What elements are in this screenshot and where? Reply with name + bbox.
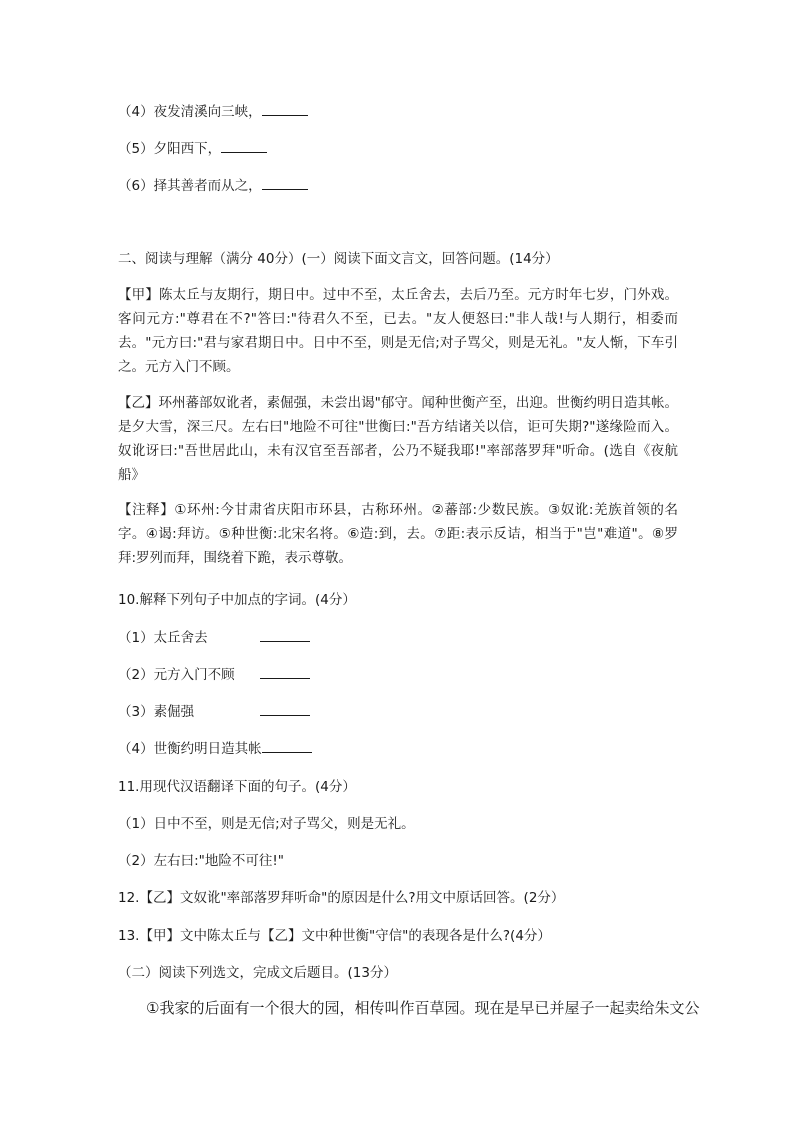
q11-item-2: （2）左右曰:"地险不可往!" <box>118 853 284 869</box>
part2-header: （二）阅读下列选文，完成文后题目。(13分） <box>118 965 397 981</box>
fill-item-4: （4）夜发清溪向三峡， <box>118 100 308 120</box>
question-13: 13.【甲】文中陈太丘与【乙】文中种世衡"守信"的表现各是什么?(4分） <box>118 928 551 944</box>
part2-first-line: ①我家的后面有一个很大的园，相传叫作百草园。现在是早已并屋子一起卖给朱文公 <box>146 999 700 1017</box>
answer-blank[interactable] <box>262 177 308 190</box>
fill-item-5: （5）夕阳西下， <box>118 137 267 157</box>
q10-item-4: （4）世衡约明日造其帐 <box>118 737 312 757</box>
passage-jia: 【甲】陈太丘与友期行，期日中。过中不至，太丘舍去，去后乃至。元方时年七岁，门外戏。客问元方:"尊君在不?"答曰:"待君久不至，已去。"友人便怒曰:"非人哉!与人期行，相委而去。"元方曰:"君与家君期日中。日中不至，则是无信;对子骂父，则是无礼。"友人惭，下车引之。元方入门不顾。 <box>118 287 678 375</box>
annotation-notes: 【注释】①环州:今甘肃省庆阳市环县，古称环州。②蕃部:少数民族。③奴讹:羌族首领的名字。④谒:拜访。⑤种世衡:北宋名将。⑥造:到，去。⑦距:表示反诘，相当于"岂"难道"。⑧罗拜:罗列而拜，围绕着下跪，表示尊敬。 <box>118 502 678 566</box>
fill-item-6: （6）择其善者而从之， <box>118 174 308 194</box>
answer-blank[interactable] <box>260 703 310 716</box>
answer-blank[interactable] <box>221 140 267 153</box>
question-10: 10.解释下列句子中加点的字词。(4分） <box>118 592 356 608</box>
passage-yi: 【乙】环州蕃部奴讹者，素倔强，未尝出谒"郁守。闻种世衡产至，出迎。世衡约明日造其帐。是夕大雪，深三尺。左右曰"地险不可往"世衡曰:"吾方结诸关以信，讵可失期?"遂缘险而入。奴讹讶曰:"吾世居此山，未有汉官至吾部者，公乃不疑我耶!"率部落罗拜"听命。(选自《夜航船》 <box>118 395 678 483</box>
q11-item-1: （1）日中不至，则是无信;对子骂父，则是无礼。 <box>118 816 415 832</box>
answer-blank[interactable] <box>260 629 310 642</box>
answer-blank[interactable] <box>260 666 310 679</box>
answer-blank[interactable] <box>262 103 308 116</box>
q10-item-3: （3）素倔强 <box>118 700 310 720</box>
question-11: 11.用现代汉语翻译下面的句子。(4分） <box>118 779 356 795</box>
q10-item-2: （2）元方入门不顾 <box>118 663 310 683</box>
answer-blank[interactable] <box>262 740 312 753</box>
question-12: 12.【乙】文奴讹"率部落罗拜听命"的原因是什么?用文中原话回答。(2分） <box>118 890 565 906</box>
section2-header: 二、阅读与理解（满分 40分）(一）阅读下面文言文，回答问题。(14分） <box>118 251 559 267</box>
q10-item-1: （1）太丘舍去 <box>118 626 310 646</box>
